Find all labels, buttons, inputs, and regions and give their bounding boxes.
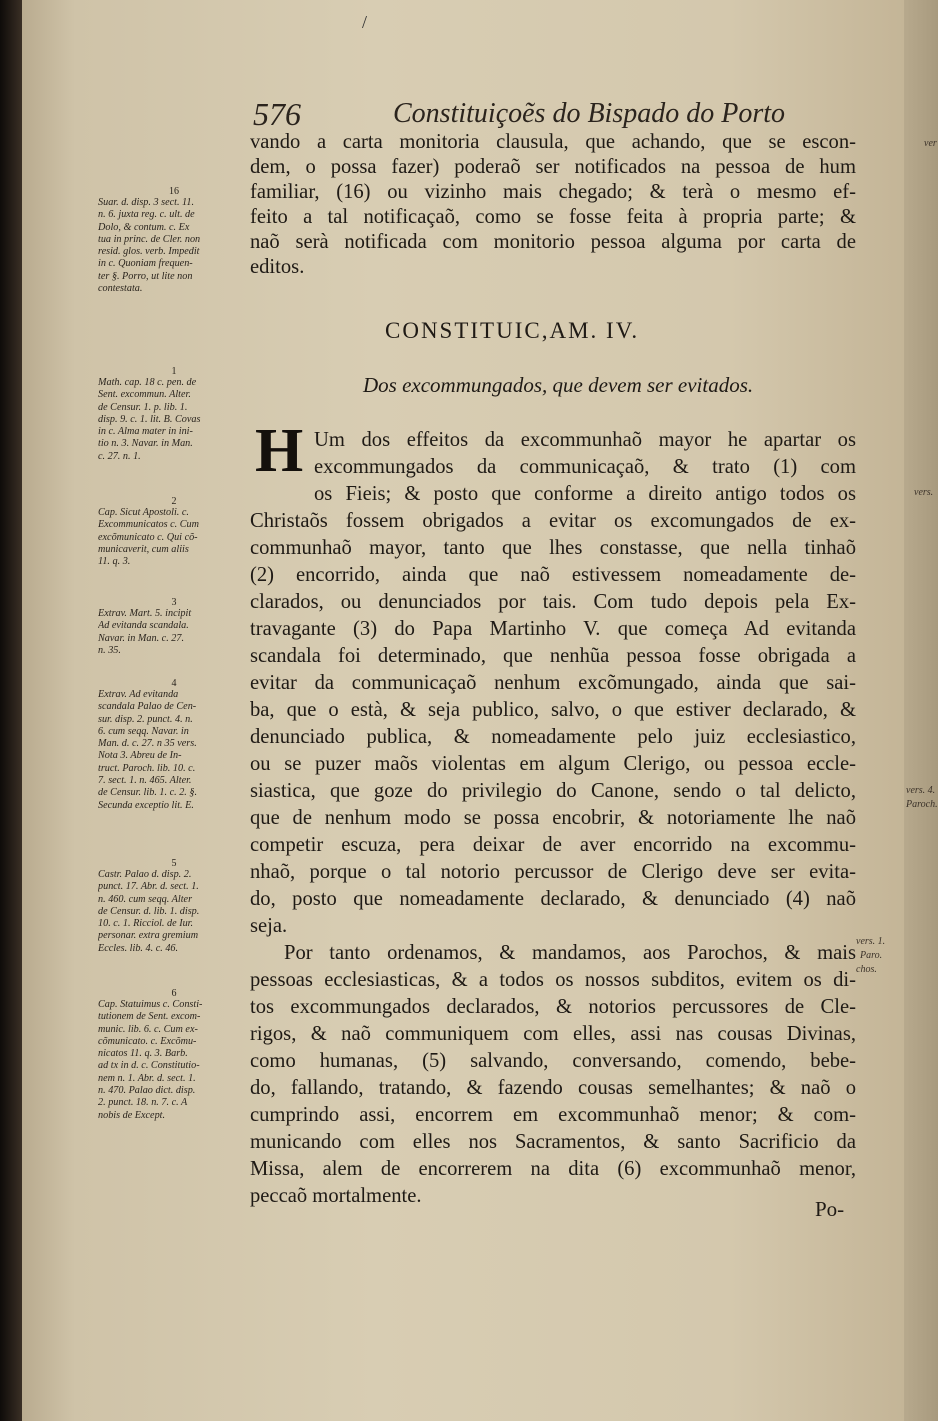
note-line: Extrav. Ad evitanda [98, 689, 179, 700]
page-number: 576 [253, 96, 301, 132]
marginal-note [98, 988, 250, 1122]
note-line: municaverit, cum aliis [98, 543, 189, 555]
right-margin-note: vers. 1. [856, 936, 886, 947]
note-line: 7. sect. 1. n. 465. Alter. [98, 775, 192, 787]
note-line: Ad evitanda scandala. [98, 620, 189, 632]
body-line: naõ serà notificada com monitorio pessoa alguma por carta de [250, 231, 856, 253]
body-line: municando com elles nos Sacramentos, & santo Sacrificio da [250, 1131, 856, 1153]
note-line: Nota 3. Abreu de In- [98, 750, 182, 762]
body-line: do, fallando, tratando, & fazendo cousas semelhantes; & naõ o [250, 1077, 856, 1099]
right-margin-note: ver [924, 138, 937, 149]
note-line: punct. 17. Abr. d. sect. 1. [98, 881, 199, 893]
body-line: dem, o possa fazer) poderaõ ser notificados na pessoa de hum [250, 156, 856, 178]
body-line: denunciado publica, & nomeadamente pelo juiz ecclesiastico, [250, 726, 856, 748]
body-line: siastica, que goze do privilegio do Canone, sendo o tal delicto, [250, 780, 856, 802]
body-line: cumprindo assi, encorrem em excommunhaõ menor; & com- [250, 1104, 856, 1126]
note-line: Cap. Sicut Apostoli. c. [98, 507, 189, 518]
body-line: Missa, alem de encorrerem na dita (6) excommunhaõ menor, [250, 1158, 856, 1180]
note-line: sur. disp. 2. punct. 4. n. [98, 713, 193, 725]
note-number: 2 [171, 496, 177, 507]
body-line: seja. [250, 915, 288, 937]
note-line: cõmunicato. c. Excõmu- [98, 1035, 197, 1047]
body-line: editos. [250, 256, 305, 278]
note-number: 6 [171, 988, 177, 999]
note-line: nobis de Except. [98, 1109, 166, 1121]
body-line: Christaõs fossem obrigados a evitar os excomungados de ex- [250, 510, 856, 532]
section-heading: CONSTITUIC,AM. IV. [385, 318, 640, 343]
note-number: 3 [171, 597, 177, 608]
note-line: Math. cap. 18 c. pen. de [98, 377, 197, 388]
note-line: de Censur. d. lib. 1. disp. [98, 905, 200, 917]
binding-shadow [0, 0, 22, 1421]
note-line: ter §. Porro, ut lite non [98, 270, 193, 282]
body-line: evitar da communicaçaõ nenhum excõmungado, ainda que sai- [250, 672, 856, 694]
right-margin-note: Paroch. [906, 799, 938, 810]
body-line: vando a carta monitoria clausula, que achando, que se escon- [250, 131, 856, 153]
marginal-note [98, 366, 250, 463]
note-line: resid. glos. verb. Impedit [98, 246, 200, 258]
body-line: clarados, ou denunciados por tais. Com tudo depois pela Ex- [250, 591, 856, 613]
note-line: de Censur. 1. p. lib. 1. [98, 401, 188, 413]
body-line: pessoas ecclesiasticas, & a todos os nossos subditos, evitem os di- [250, 969, 856, 991]
drop-capital: H [255, 417, 304, 485]
note-line: c. 27. n. 1. [98, 450, 141, 462]
marginal-note [98, 678, 250, 812]
note-line: nicatos 11. q. 3. Barb. [98, 1048, 188, 1060]
body-line: travagante (3) do Papa Martinho V. que começa Ad evitanda [250, 618, 856, 640]
body-line: tos excommungados declarados, & notorios percussores de Cle- [250, 996, 856, 1018]
body-line: (2) encorrido, ainda que naõ estivessem nomeadamente de- [250, 564, 856, 586]
note-line: scandala Palao de Cen- [98, 701, 197, 713]
note-line: Navar. in Man. c. 27. [98, 632, 185, 644]
body-line: familiar, (16) ou vizinho mais chegado; & terà o mesmo ef- [250, 181, 856, 203]
body-line: competir escuza, pera deixar de aver encorrido na excommu- [250, 834, 856, 856]
note-number: 16 [169, 186, 179, 197]
note-line: Man. d. c. 27. n 35 vers. [98, 738, 197, 750]
tick-mark: / [362, 12, 368, 32]
note-line: disp. 9. c. 1. lit. B. Covas [98, 413, 201, 425]
note-line: Cap. Statuimus c. Consti- [98, 999, 203, 1010]
body-line: nhaõ, porque o tal notorio percussor de Clerigo deve ser evita- [250, 861, 856, 883]
note-line: Suar. d. disp. 3 sect. 11. [98, 197, 195, 208]
body-line: rigos, & naõ communiquem com elles, assi nas cousas Divinas, [250, 1023, 856, 1045]
note-number: 5 [171, 858, 177, 869]
note-line: ad tx in d. c. Constitutio- [98, 1060, 200, 1072]
note-line: nem n. 1. Abr. d. sect. 1. [98, 1072, 196, 1084]
section-subheading: Dos excommungados, que devem ser evitados. [363, 373, 754, 397]
note-line: Secunda exceptio lit. E. [98, 799, 194, 811]
note-line: excõmunicato c. Qui cõ- [98, 531, 198, 543]
body-line: ba, que o està, & seja publico, salvo, o que estiver declarado, & [250, 699, 856, 721]
note-line: in c. Alma mater in ini- [98, 426, 193, 438]
note-line: personar. extra gremium [98, 930, 199, 942]
note-line: de Censur. lib. 1. c. 2. §. [98, 787, 198, 799]
note-line: Eccles. lib. 4. c. 46. [98, 942, 179, 954]
note-number: 4 [171, 678, 177, 689]
note-number: 1 [171, 366, 177, 377]
body-line: peccaõ mortalmente. [250, 1185, 422, 1207]
note-line: munic. lib. 6. c. Cum ex- [98, 1023, 198, 1035]
note-line: Excommunicatos c. Cum [98, 519, 200, 531]
note-line: 11. q. 3. [98, 556, 131, 568]
body-line: scandala foi determinado, que nenhũa pessoa fosse obrigada a [250, 645, 856, 667]
body-line: Um dos effeitos da excommunhaõ mayor he apartar os [314, 429, 856, 451]
body-line: os Fieis; & posto que conforme a direito antigo todos os [314, 483, 856, 505]
note-line: Sent. excommun. Alter. [98, 389, 191, 401]
note-line: Castr. Palao d. disp. 2. [98, 869, 192, 880]
note-line: tutionem de Sent. excom- [98, 1011, 201, 1023]
body-line: Por tanto ordenamos, & mandamos, aos Parochos, & mais [284, 942, 856, 964]
body-line: excommungados da communicaçaõ, & trato (1) com [314, 456, 856, 478]
body-line: communhaõ mayor, tanto que lhes constasse, que nella tinhaõ [250, 537, 856, 559]
body-line: do, posto que nomeadamente declarado, & denunciado (4) naõ [250, 888, 856, 910]
note-line: in c. Quoniam frequen- [98, 258, 193, 270]
note-line: 10. c. 1. Ricciol. de Iur. [98, 918, 194, 930]
next-page-edge [904, 0, 938, 1421]
body-line: como humanas, (5) salvando, conversando, comendo, bebe- [250, 1050, 856, 1072]
note-line: 6. cum seqq. Navar. in [98, 725, 189, 737]
marginal-note [98, 597, 250, 657]
note-line: n. 35. [98, 644, 121, 656]
body-line: ou se puzer maõs violentas em algum Clerigo, ou pessoa eccle- [250, 753, 856, 775]
right-margin-note: chos. [856, 964, 877, 975]
catchword: Po- [815, 1197, 845, 1221]
right-margin-note: Paro. [860, 950, 883, 961]
note-line: tua in princ. de Cler. non [98, 233, 201, 245]
right-margin-note: vers. [914, 487, 934, 498]
note-line: truct. Paroch. lib. 10. c. [98, 762, 196, 774]
body-line: feito a tal notificaçaõ, como se fosse feita à propria parte; & [250, 206, 856, 228]
note-line: 2. punct. 18. n. 7. c. A [98, 1097, 188, 1109]
note-line: n. 6. juxta reg. c. ult. de [98, 209, 195, 221]
marginal-note [98, 186, 250, 295]
note-line: tio n. 3. Navar. in Man. [98, 438, 193, 450]
note-line: contestata. [98, 283, 143, 295]
marginal-note [98, 858, 250, 955]
page-header [253, 96, 785, 132]
note-line: n. 470. Palao dict. disp. [98, 1085, 196, 1097]
note-line: Extrav. Mart. 5. incipit [98, 608, 192, 619]
right-margin-note: vers. 4. [906, 785, 936, 796]
note-line: n. 460. cum seqq. Alter [98, 893, 193, 905]
running-title: Constituiçoẽs do Bispado do Porto [393, 98, 785, 129]
marginal-note [98, 496, 250, 568]
body-line: que de nenhum modo se possa encobrir, & notoriamente lhe naõ [250, 807, 856, 829]
note-line: Dolo, & contum. c. Ex [98, 221, 190, 233]
